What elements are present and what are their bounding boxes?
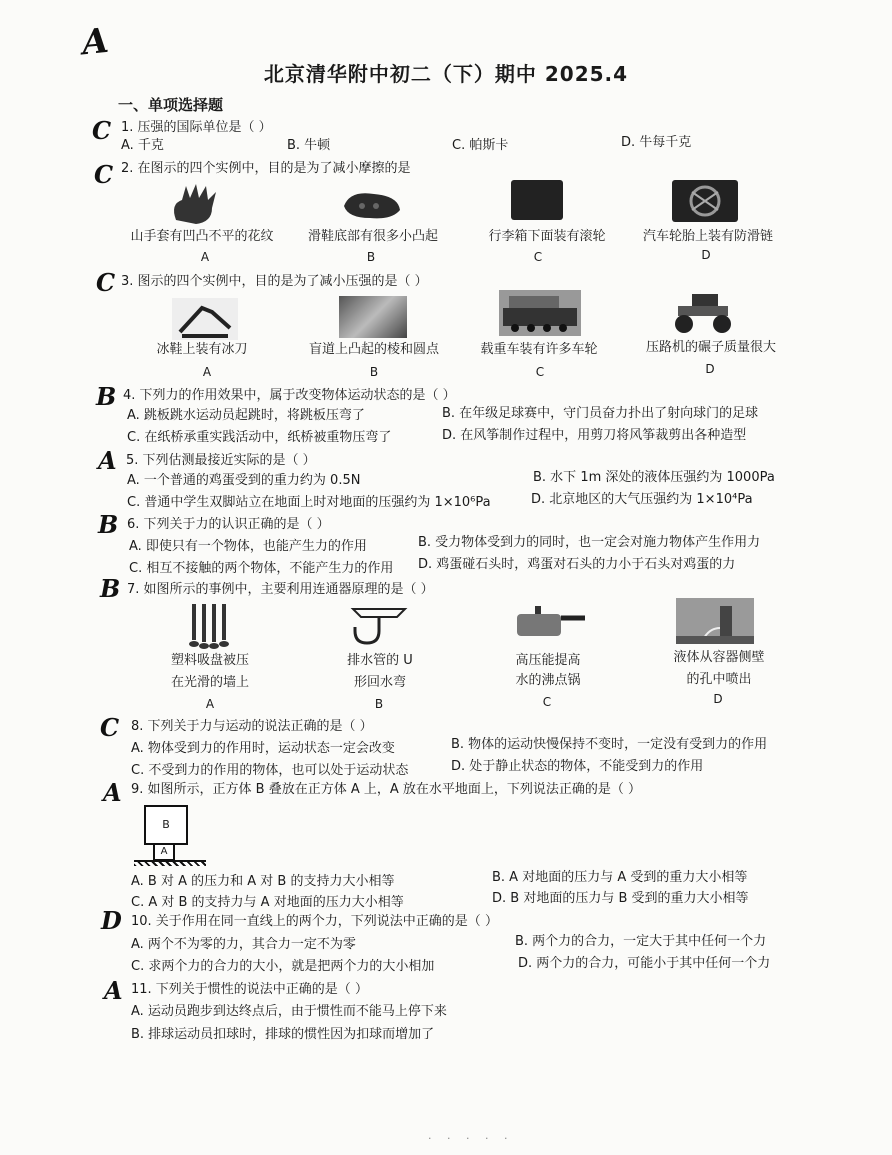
q9-option-b: B. A 对地面的压力与 A 受到的重力大小相等 <box>492 870 748 885</box>
q7-caption-b-line2: 形回水弯 <box>353 675 406 690</box>
water-container-image <box>676 598 754 644</box>
q11-option-b: B. 排球运动员扣球时，排球的惯性因为扣球而增加了 <box>131 1027 435 1042</box>
q8-option-c: C. 不受到力的作用的物体，也可以处于运动状态 <box>131 763 409 778</box>
q2-label-c: C <box>533 250 543 264</box>
q9-option-d: D. B 对地面的压力与 B 受到的重力大小相等 <box>492 891 749 906</box>
q7-handwritten-answer: B <box>100 574 121 603</box>
q7-caption-b-line1: 排水管的 U <box>347 653 413 668</box>
q3-label-a: A <box>202 365 212 379</box>
q10-stem: 10. 关于作用在同一直线上的两个力，下列说法中正确的是（ ） <box>131 914 498 929</box>
stacked-blocks-diagram <box>134 805 208 867</box>
q2-caption-a: 山手套有凹凸不平的花纹 <box>130 229 274 244</box>
q11-handwritten-answer: A <box>104 976 123 1005</box>
q3-handwritten-answer: C <box>96 268 116 297</box>
q3-caption-b: 盲道上凸起的棱和圆点 <box>308 342 439 357</box>
heavy-truck-image <box>499 290 581 336</box>
q11-stem: 11. 下列关于惯性的说法中正确的是（ ） <box>131 982 368 997</box>
section-heading: 一、单项选择题 <box>118 96 224 114</box>
q5-option-b: B. 水下 1m 深处的液体压强约为 1000Pa <box>533 470 775 485</box>
q4-stem: 4. 下列力的作用效果中，属于改变物体运动状态的是（ ） <box>123 388 456 403</box>
suitcase-image <box>511 180 563 220</box>
page-title: 北京清华附中初二（下）期中 2025.4 <box>263 62 629 86</box>
q5-option-a: A. 一个普通的鸡蛋受到的重力约为 0.5N <box>127 473 361 488</box>
glove-image <box>166 180 230 228</box>
tire-chain-image <box>672 180 738 222</box>
q7-label-a: A <box>205 697 215 711</box>
q2-caption-c: 行李箱下面装有滚轮 <box>488 229 606 244</box>
u-drain-pipe-image <box>349 605 409 647</box>
q5-handwritten-answer: A <box>98 446 117 475</box>
q1-option-d: D. 牛每千克 <box>621 135 692 150</box>
q3-label-d: D <box>705 362 715 376</box>
footer-dots: · · · · · <box>428 1132 514 1145</box>
road-roller-image <box>664 290 740 334</box>
q9-option-a: A. B 对 A 的压力和 A 对 B 的支持力大小相等 <box>131 874 395 889</box>
q8-stem: 8. 下列关于力与运动的说法正确的是（ ） <box>131 719 373 734</box>
q4-option-d: D. 在风筝制作过程中，用剪刀将风筝裁剪出各种造型 <box>442 428 747 443</box>
q1-option-a: A. 千克 <box>121 138 164 153</box>
q8-option-b: B. 物体的运动快慢保持不变时，一定没有受到力的作用 <box>451 737 768 752</box>
q7-caption-a-line1: 塑料吸盘被压 <box>170 653 249 668</box>
q3-caption-c: 载重车装有许多车轮 <box>480 342 598 357</box>
q4-handwritten-answer: B <box>96 382 117 411</box>
q2-label-d: D <box>701 248 711 262</box>
q10-handwritten-answer: D <box>101 906 122 935</box>
q7-caption-d-line2: 的孔中喷出 <box>686 672 752 687</box>
q9-stem: 9. 如图所示，正方体 B 叠放在正方体 A 上，A 放在水平地面上，下列说法正确的是（ ） <box>131 782 642 797</box>
shoe-sole-image <box>340 184 404 224</box>
q10-option-b: B. 两个力的合力，一定大于其中任何一个力 <box>515 934 767 949</box>
q2-caption-d: 汽车轮胎上装有防滑链 <box>642 229 773 244</box>
q10-option-d: D. 两个力的合力，可能小于其中任何一个力 <box>518 956 771 971</box>
q2-stem: 2. 在图示的四个实例中，目的是为了减小摩擦的是 <box>121 161 411 176</box>
q5-option-d: D. 北京地区的大气压强约为 1×10⁴Pa <box>531 492 753 507</box>
q7-label-b: B <box>374 697 384 711</box>
q4-option-a: A. 跳板跳水运动员起跳时，将跳板压弯了 <box>127 408 365 423</box>
q5-stem: 5. 下列估测最接近实际的是（ ） <box>126 453 316 468</box>
q7-label-d: D <box>713 692 723 706</box>
suction-cup-image <box>186 600 234 650</box>
q4-option-b: B. 在年级足球赛中，守门员奋力扑出了射向球门的足球 <box>442 406 759 421</box>
q6-option-d: D. 鸡蛋碰石头时，鸡蛋对石头的力小于石头对鸡蛋的力 <box>418 557 736 572</box>
q7-stem: 7. 如图所示的事例中，主要利用连通器原理的是（ ） <box>127 582 434 597</box>
q11-option-a: A. 运动员跑步到达终点后，由于惯性而不能马上停下来 <box>131 1004 447 1019</box>
q3-stem: 3. 图示的四个实例中，目的是为了减小压强的是（ ） <box>121 274 428 289</box>
q5-option-c: C. 普通中学生双脚站立在地面上时对地面的压强约为 1×10⁶Pa <box>127 495 491 510</box>
q2-handwritten-answer: C <box>94 160 114 189</box>
q9-handwritten-answer: A <box>103 778 122 807</box>
q7-label-c: C <box>542 695 552 709</box>
q4-option-c: C. 在纸桥承重实践活动中，纸桥被重物压弯了 <box>127 430 392 445</box>
q7-caption-c-line2: 水的沸点锅 <box>515 673 581 688</box>
q6-option-a: A. 即使只有一个物体，也能产生力的作用 <box>129 539 367 554</box>
q10-option-a: A. 两个不为零的力，其合力一定不为零 <box>131 937 356 952</box>
q8-handwritten-answer: C <box>100 713 120 742</box>
ice-skate-image <box>172 298 238 340</box>
tactile-paving-image <box>339 296 407 338</box>
q1-option-b: B. 牛顿 <box>287 138 331 153</box>
q6-handwritten-answer: B <box>98 510 119 539</box>
q3-caption-a: 冰鞋上装有冰刀 <box>156 342 248 357</box>
ground-line <box>134 860 206 866</box>
q6-option-b: B. 受力物体受到力的同时，也一定会对施力物体产生作用力 <box>418 535 761 550</box>
q3-label-b: B <box>369 365 379 379</box>
block-a: A <box>153 843 175 861</box>
q7-caption-a-line2: 在光滑的墙上 <box>170 675 249 690</box>
q3-label-c: C <box>535 365 545 379</box>
q1-option-c: C. 帕斯卡 <box>452 138 509 153</box>
q6-option-c: C. 相互不接触的两个物体，不能产生力的作用 <box>129 561 394 576</box>
q8-option-a: A. 物体受到力的作用时，运动状态一定会改变 <box>131 741 395 756</box>
q2-label-a: A <box>200 250 210 264</box>
q7-caption-d-line1: 液体从容器侧壁 <box>673 650 765 665</box>
q6-stem: 6. 下列关于力的认识正确的是（ ） <box>127 517 330 532</box>
q9-option-c: C. A 对 B 的支持力与 A 对地面的压力大小相等 <box>131 895 404 910</box>
q3-caption-d: 压路机的碾子质量很大 <box>645 340 776 355</box>
q2-label-b: B <box>366 250 376 264</box>
pressure-cooker-image <box>509 604 587 640</box>
q1-stem: 1. 压强的国际单位是（ ） <box>121 120 272 135</box>
q8-option-d: D. 处于静止状态的物体，不能受到力的作用 <box>451 759 704 774</box>
q1-handwritten-answer: C <box>92 116 112 145</box>
q10-option-c: C. 求两个力的合力的大小，就是把两个力的大小相加 <box>131 959 435 974</box>
q2-caption-b: 滑鞋底部有很多小凸起 <box>307 229 438 244</box>
q7-caption-c-line1: 高压能提高 <box>515 653 581 668</box>
handwritten-answer-mark: A <box>79 20 111 64</box>
block-b: B <box>144 805 188 845</box>
